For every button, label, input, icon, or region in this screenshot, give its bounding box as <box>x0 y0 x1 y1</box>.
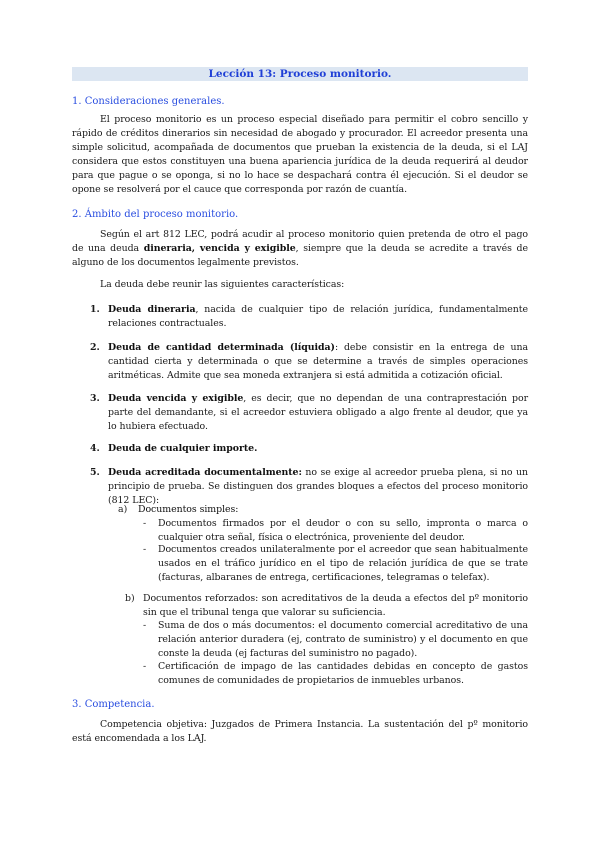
section-2-intro: Según el art 812 LEC, podrá acudir al proceso monitorio quien pretenda de otro el pago de una deuda dineraria, vencida y exigible, siempre que la deuda se acredite a través de alguno de los documentos legalmente previstos. <box>72 229 528 268</box>
sub-b-bullet: Certificación de impago de las cantidades debidas en concepto de gastos comunes de comunidades de propietarios de inmuebles urbanos. <box>158 661 528 686</box>
section-2-lead: La deuda debe reunir las siguientes características: <box>100 279 345 290</box>
sub-a-bullet: Documentos firmados por el deudor o con su sello, impronta o marca o cualquier otra señal, física o electrónica, proveniente del deudor. <box>158 518 528 543</box>
item-number: 2. <box>90 342 100 353</box>
item-3: Deuda vencida y exigible, es decir, que no dependan de una contraprestación por parte del demandante, si el acreedor estuviera obligado a algo frente al deudor, que ya lo hubiera efectuado. <box>108 393 528 432</box>
bullet-dash: - <box>143 544 147 555</box>
section-1-paragraph: El proceso monitorio es un proceso especial diseñado para permitir el cobro sencillo y rápido de créditos dinerarios sin necesidad de abogado y procurador. El acreedor presenta una simple solicitud, acompañada de documentos que prueban la existencia de la deuda, si el LAJ considera que estos constituyen una buena apariencia jurídica de la deuda requerirá al deudor para que pague o se oponga, si no lo hace se despachará contra él ejecución. Si el deudor se opone se resolverá por el cauce que corresponda por razón de cuantía. <box>72 114 528 195</box>
item-1: Deuda dineraria, nacida de cualquier tipo de relación jurídica, fundamentalmente relaciones contractuales. <box>108 304 528 329</box>
sub-a-title: Documentos simples: <box>138 504 239 515</box>
sub-b-bullet: Suma de dos o más documentos: el documento comercial acreditativo de una relación anterior duradera (ej, contrato de suministro) y el documento en que conste la deuda (ej facturas del suministro no pagado). <box>158 620 528 659</box>
bullet-dash: - <box>143 620 147 631</box>
item-5: Deuda acreditada documentalmente: no se exige al acreedor prueba plena, si no un principio de prueba. Se distinguen dos grandes bloques a efectos del proceso monitorio (812 LEC): <box>108 467 529 506</box>
section-heading-2: 2. Ámbito del proceso monitorio. <box>72 209 239 220</box>
item-number: 4. <box>90 443 100 454</box>
sub-label-a: a) <box>118 504 128 515</box>
section-heading-1: 1. Consideraciones generales. <box>72 96 225 107</box>
lesson-title: Lección 13: Proceso monitorio. <box>72 67 528 81</box>
item-number: 5. <box>90 467 100 478</box>
bullet-dash: - <box>143 661 147 672</box>
item-number: 1. <box>90 304 100 315</box>
section-heading-3: 3. Competencia. <box>72 699 155 710</box>
sub-label-b: b) <box>125 593 135 604</box>
sub-b-text: Documentos reforzados: son acreditativos de la deuda a efectos del pº monitorio sin que el tribunal tenga que valorar su suficiencia. <box>143 593 528 618</box>
bullet-dash: - <box>143 518 147 529</box>
item-number: 3. <box>90 393 100 404</box>
item-2: Deuda de cantidad determinada (líquida): debe consistir en la entrega de una cantidad cierta y determinada o que se determine a través de simples operaciones aritméticas. Admite que sea moneda extranjera si está admitida a cotización oficial. <box>108 342 529 381</box>
section-3-paragraph: Competencia objetiva: Juzgados de Primera Instancia. La sustentación del pº monitorio está encomendada a los LAJ. <box>72 719 528 744</box>
sub-a-bullet: Documentos creados unilateralmente por el acreedor que sean habitualmente usados en el tráfico jurídico en el tipo de relación jurídica de que se trate (facturas, albaranes de entrega, certificaciones, telegramas o telefax). <box>158 544 528 583</box>
item-4: Deuda de cualquier importe. <box>108 443 258 454</box>
